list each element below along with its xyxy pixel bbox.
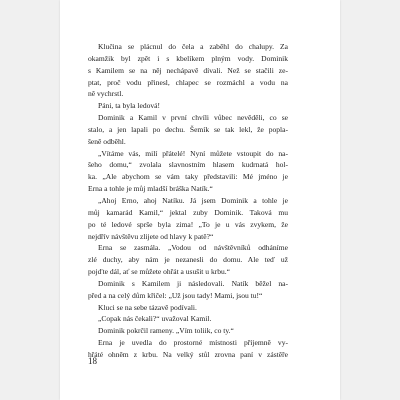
text-line: nejdřív návštěvu zlijete od hlavy k patě?“: [88, 231, 214, 241]
text-line: Dominik pokrčil rameny. „Vím toliik, co ty.“: [98, 326, 234, 336]
text-line: ně vychrstl.: [88, 89, 124, 99]
text-line: Dominik a Kamil v první chvíli vůbec nevěděli, co se: [98, 113, 288, 123]
text-line: Kluci se na sebe tázavě podívali.: [98, 302, 197, 312]
page-number: 18: [88, 356, 97, 366]
text-line: ka. „Ale abychom se vám taky představili: Mé jméno je: [88, 172, 288, 182]
text-line: po té ledové sprše byla zima! „To je u vás zvykem, že: [88, 219, 288, 229]
text-line: Erna se zasmála. „Vodou od návštěvníků odháníme: [98, 243, 288, 253]
text-line: šeho domu,“ zvolala slavnostním hlasem kudrnatá hol-: [88, 160, 288, 170]
text-line: zlé duchy, aby nám je nezanesli do domu. Ale teď už: [88, 255, 288, 265]
text-line: „Copak nás čekali?“ uvažoval Kamil.: [98, 314, 212, 324]
text-line: před a na celý dům křičel: „Už jsou tady! Mami, jsou tu!“: [88, 290, 263, 300]
text-line: Dominik s Kamilem ji následovali. Natík běžel na-: [98, 278, 288, 288]
book-page: [60, 0, 340, 400]
text-line: ptat, proč vodu přinesl, chlapec se rozmáchl a vodu na: [88, 77, 288, 87]
text-line: Klučina se plácnul do čela a zaběhl do chalupy. Za: [98, 42, 288, 51]
text-line: Erna a tohle je můj mladší bráška Natík.“: [88, 184, 213, 194]
text-line: pojďte dál, ať se můžete ohřát a usušit u krbu.“: [88, 267, 231, 277]
text-line: s Kamilem se na něj nechápavě dívali. Než se stačili ze-: [88, 65, 288, 75]
text-line: Erna je uvedla do prostorné místnosti příjemně vy-: [98, 338, 288, 348]
text-line: Páni, ta byla ledová!: [98, 101, 161, 111]
text-line: okamžik byl zpět i s kbelíkem plným vody. Dominik: [88, 53, 288, 63]
text-line: můj kamarád Kamil,“ jektal zuby Dominik. Taková mu: [88, 207, 288, 217]
text-line: hřáté ohněm z krbu. Na velký stůl zrovna paní v zástěře: [88, 349, 288, 359]
text-line: stalo, a jen lapali po dechu. Šemík se tak lekl, že popla-: [88, 124, 288, 134]
page-body-text: [88, 41, 288, 361]
text-line: „Ahoj Erno, ahoj Natíku. Já jsem Dominik a tohle je: [98, 195, 288, 205]
text-line: šeně odběhl.: [88, 136, 126, 146]
text-line: „Vítáme vás, milí přátelé! Nyní můžete vstoupit do na-: [98, 148, 288, 158]
